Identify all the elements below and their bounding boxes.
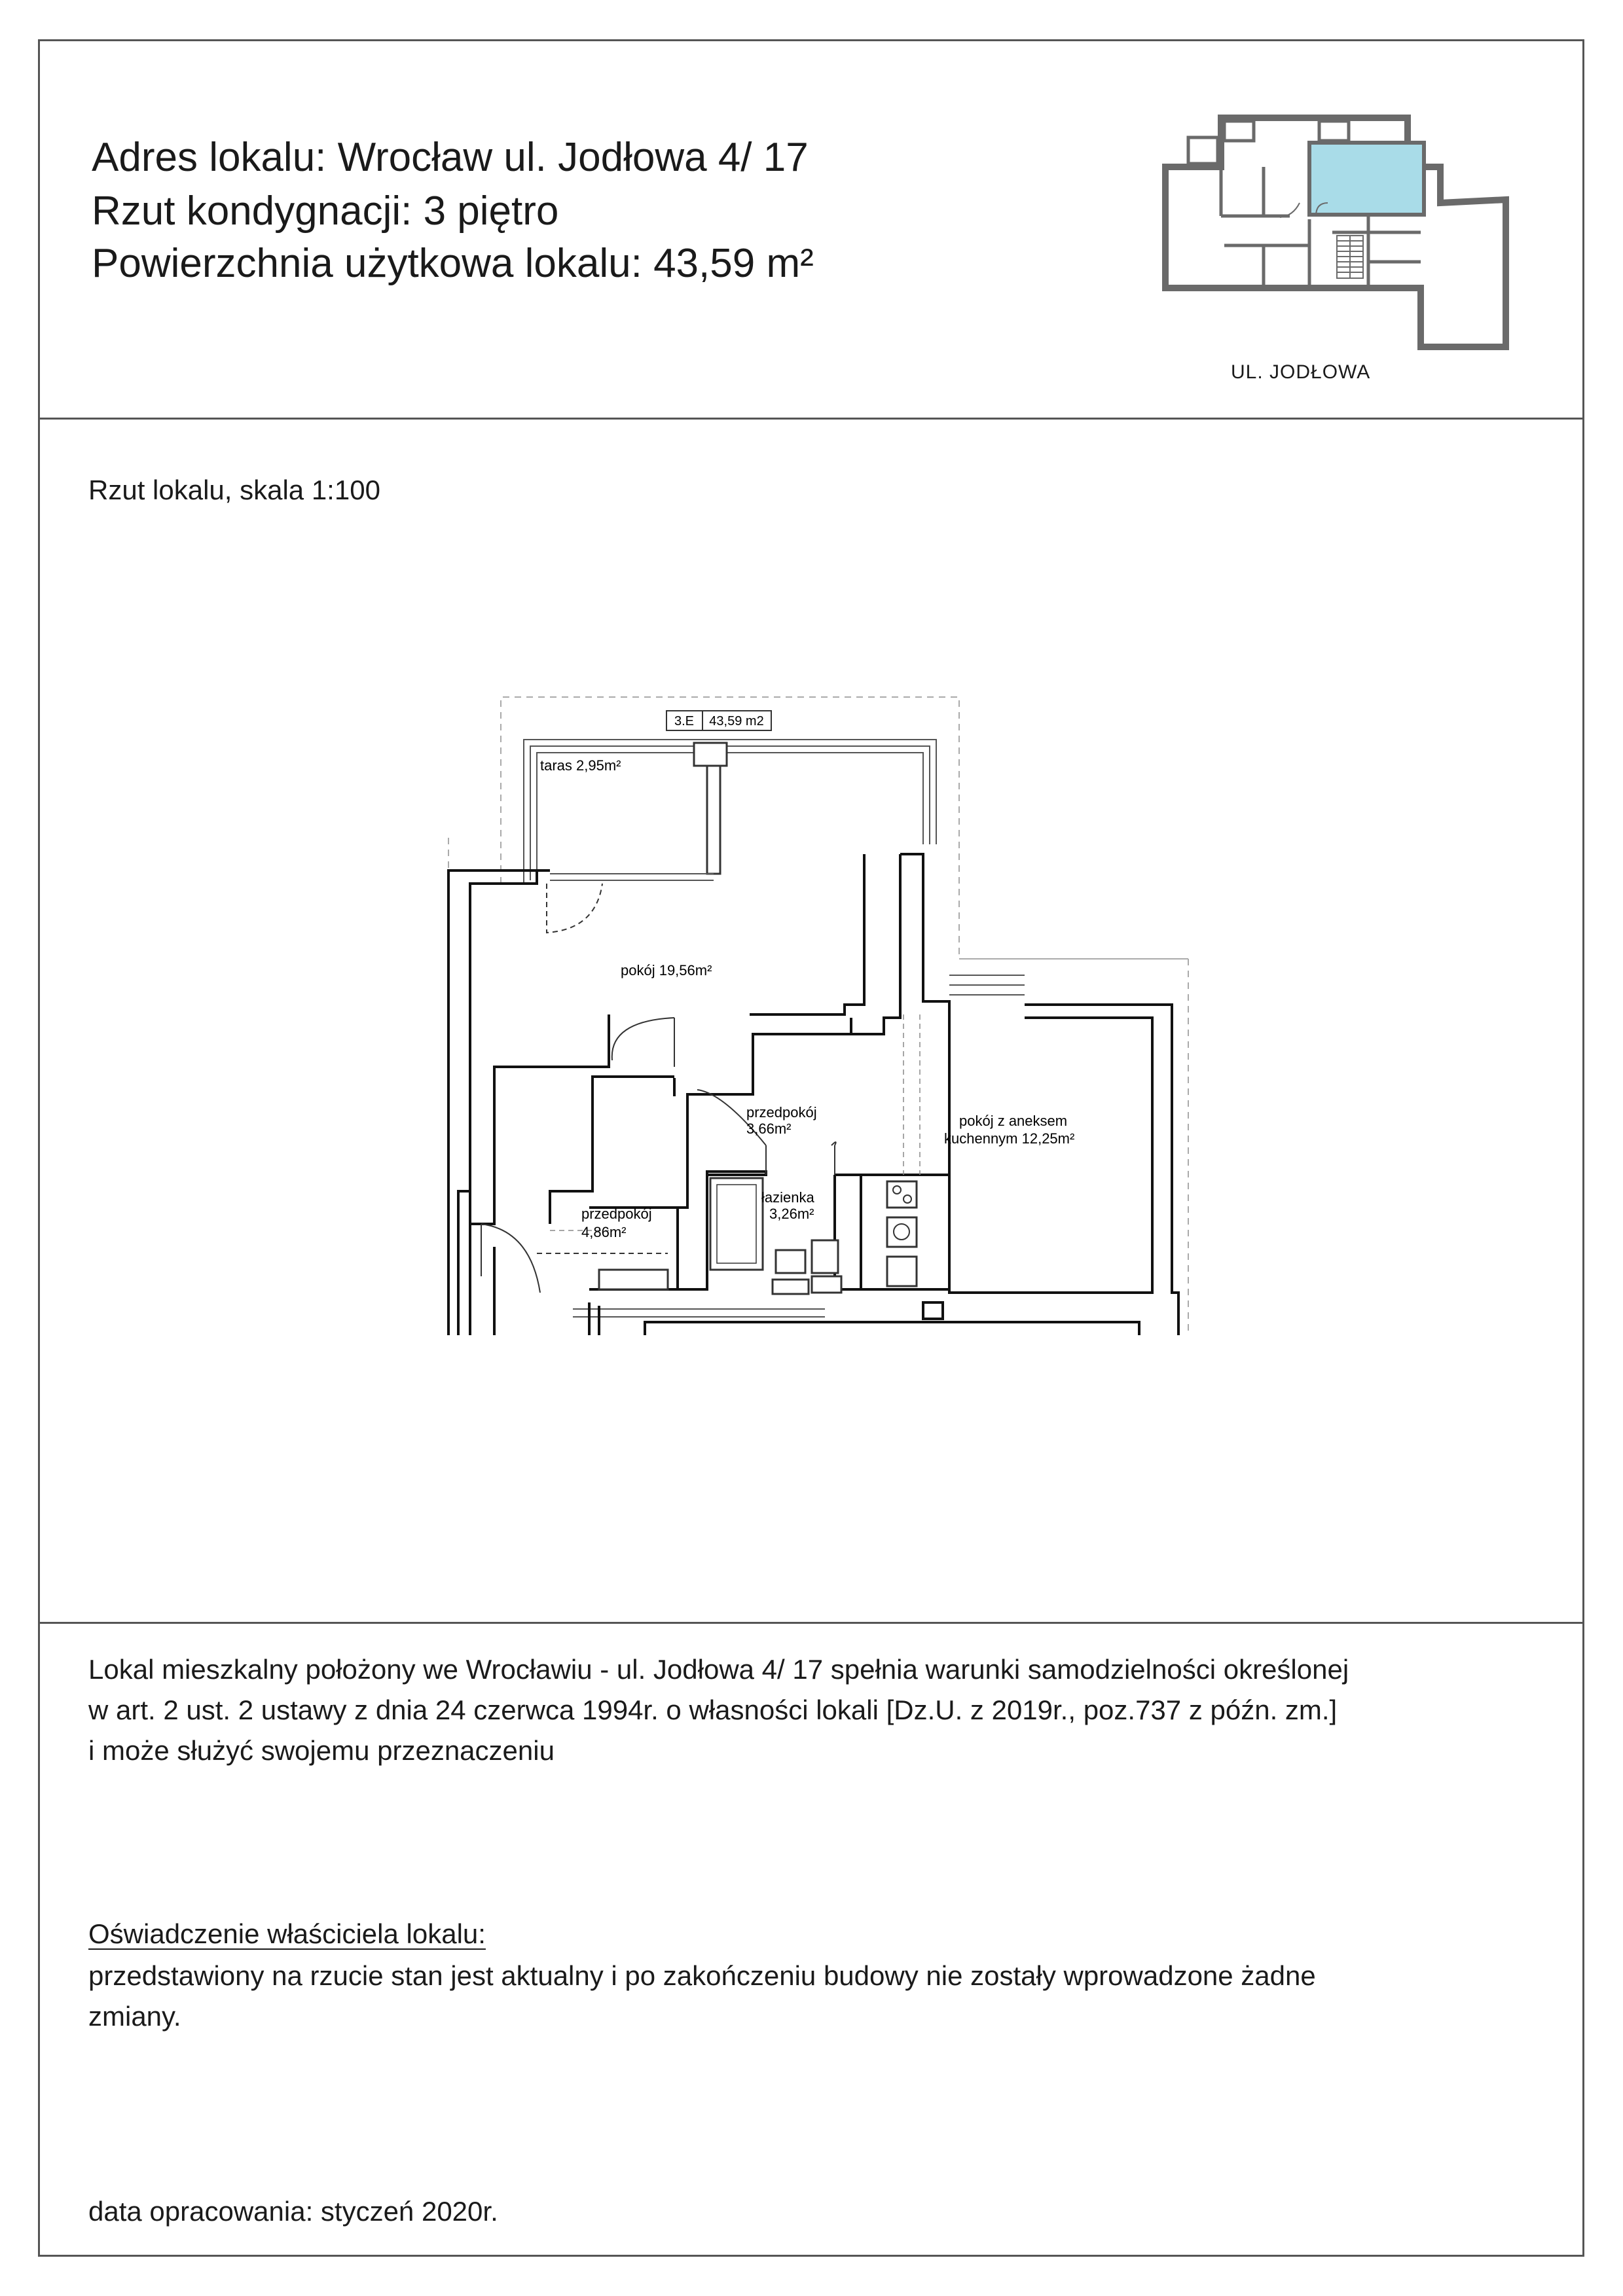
shower-tray [710, 1178, 763, 1270]
doors [481, 884, 836, 1293]
statement-line-2: w art. 2 ust. 2 ustawy z dnia 24 czerwca 1994r. o własności lokali [Dz.U. z 2019r., poz.737 z późn. zm.] [88, 1695, 1338, 1725]
fridge [887, 1257, 917, 1286]
statement-line-1: Lokal mieszkalny położony we Wrocławiu - ul. Jodłowa 4/ 17 spełnia warunki samodzielności określonej [88, 1654, 1349, 1685]
key-plan-staircase [1337, 236, 1363, 278]
unit-area: 43,59 m2 [709, 714, 764, 728]
plan-caption: Rzut lokalu, skala 1:100 [88, 475, 380, 505]
label-przedpokoj-upper-1: przedpokój [746, 1104, 817, 1121]
washbasin-bowl [776, 1250, 805, 1273]
cooktop [887, 1181, 917, 1208]
toilet-tank [812, 1276, 841, 1293]
wardrobe [599, 1270, 668, 1289]
label-kitchen-2: kuchennym 12,25m² [944, 1130, 1075, 1147]
footer-date: data opracowania: styczeń 2020r. [88, 2196, 498, 2227]
bottom-window [573, 1309, 825, 1317]
unit-id: 3.E [674, 714, 695, 728]
label-pokoj: pokój 19,56m² [621, 962, 712, 978]
sink [887, 1217, 917, 1247]
toilet [812, 1240, 838, 1273]
floor-line: Rzut kondygnacji: 3 piętro [92, 188, 559, 234]
statement-line-3: i może służyć swojemu przeznaczeniu [88, 1735, 555, 1766]
label-kitchen-1: pokój z aneksem [959, 1113, 1068, 1129]
kitchen-fixtures [887, 1181, 917, 1286]
owner-line-1: przedstawiony na rzucie stan jest aktualny i po zakończeniu budowy nie zostały wprowadzone żadne [88, 1960, 1316, 1991]
label-przedpokoj-upper-2: 3,66m² [746, 1121, 792, 1137]
address-line: Adres lokalu: Wrocław ul. Jodłowa 4/ 17 [92, 135, 809, 180]
label-taras: taras 2,95m² [540, 757, 621, 774]
key-plan-highlight-unit [1309, 143, 1424, 215]
owner-heading: Oświadczenie właściciela lokalu: [88, 1918, 486, 1949]
statement-divider [38, 1622, 1584, 1624]
area-line: Powierzchnia użytkowa lokalu: 43,59 m² [92, 241, 814, 286]
header-divider [38, 418, 1584, 420]
label-przedpokoj-lower-1: przedpokój [581, 1206, 652, 1222]
kitchen-window [949, 975, 1025, 995]
key-plan [1152, 111, 1519, 353]
label-przedpokoj-lower-2: 4,86m² [581, 1224, 627, 1240]
label-lazienka-2: 3,26m² [769, 1206, 814, 1222]
key-plan-street-label: UL. JODŁOWA [1231, 361, 1371, 383]
floor-plan [432, 687, 1218, 1342]
washbasin [773, 1280, 809, 1294]
terrace-column [694, 743, 727, 766]
label-lazienka-1: łazienka [761, 1189, 814, 1206]
owner-line-2: zmiany. [88, 2001, 181, 2032]
